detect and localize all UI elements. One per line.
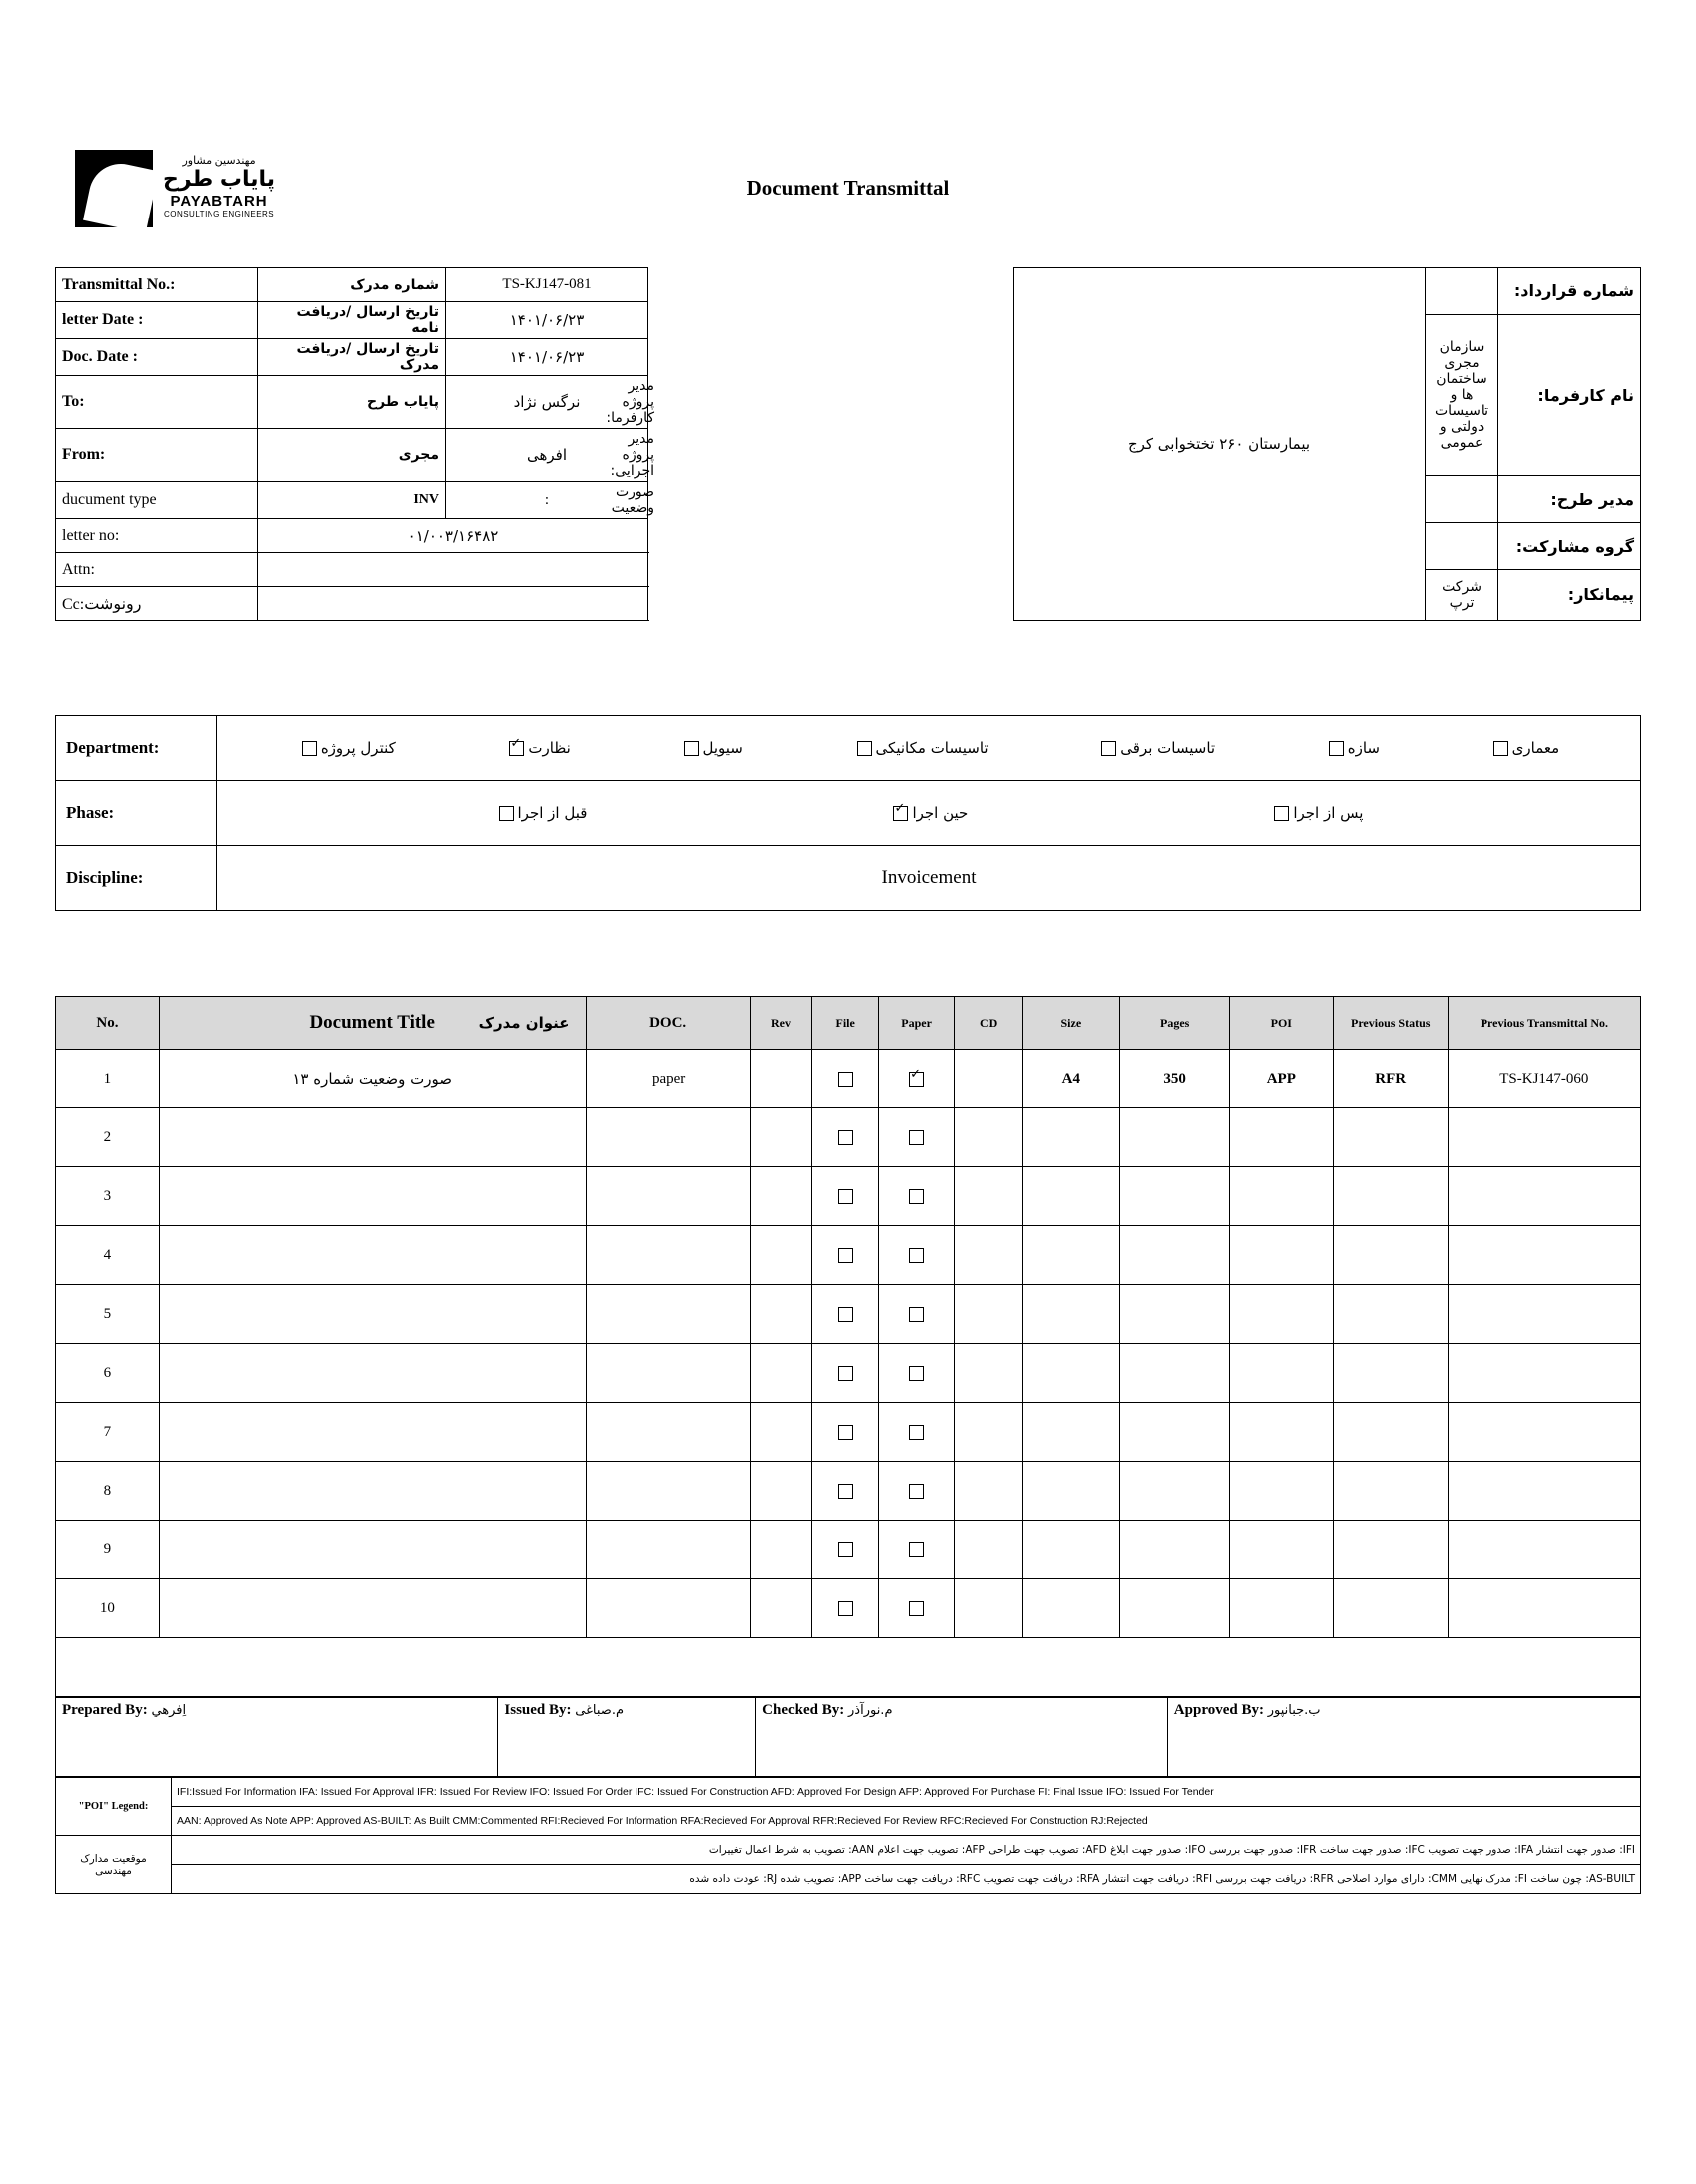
approved-by-label: Approved By: bbox=[1173, 1702, 1264, 1718]
table-row bbox=[56, 1698, 1641, 1777]
row-pages bbox=[1120, 1226, 1229, 1285]
letter-date-value: ۱۴۰۱/۰۶/۲۳ bbox=[446, 302, 648, 339]
phase-options bbox=[217, 781, 1641, 846]
row-no: 3 bbox=[56, 1167, 160, 1226]
legend-en-line-1: IFI:Issued For Information IFA: Issued For Approval IFR: Issued For Review IFO: Issued For Order IFC: Issued For Construction AFD: Approved For Design AFP: Approved For Purchase FI: Final Issue IFO: Issued For Tender bbox=[172, 1778, 1641, 1807]
employer-name-label: نام کارفرما: bbox=[1498, 314, 1641, 475]
row-poi bbox=[1229, 1344, 1333, 1403]
logo-line-1: مهندسین مشاور bbox=[182, 154, 256, 167]
row-no: 7 bbox=[56, 1403, 160, 1462]
header-rev: Rev bbox=[750, 997, 811, 1050]
row-pages bbox=[1120, 1579, 1229, 1638]
right-info-table bbox=[1013, 267, 1641, 621]
row-title bbox=[159, 1462, 586, 1521]
row-previous-status bbox=[1333, 1462, 1448, 1521]
table-row bbox=[56, 1108, 1641, 1167]
row-doc bbox=[586, 1579, 750, 1638]
cc-label: Cc:رونوشت bbox=[56, 587, 258, 621]
row-file bbox=[812, 1344, 879, 1403]
file-checkbox[interactable] bbox=[838, 1366, 853, 1381]
table-row bbox=[56, 1521, 1641, 1579]
phase-checkbox-before[interactable] bbox=[499, 806, 514, 821]
row-previous-transmittal bbox=[1448, 1521, 1640, 1579]
row-doc bbox=[586, 1226, 750, 1285]
checked-by-label: Checked By: bbox=[762, 1702, 845, 1718]
row-paper bbox=[879, 1050, 955, 1108]
row-pages bbox=[1120, 1167, 1229, 1226]
table-row bbox=[56, 1285, 1641, 1344]
row-rev bbox=[750, 1344, 811, 1403]
row-poi bbox=[1229, 1167, 1333, 1226]
row-cd bbox=[955, 1285, 1023, 1344]
file-checkbox[interactable] bbox=[838, 1189, 853, 1204]
row-no: 10 bbox=[56, 1579, 160, 1638]
row-paper bbox=[879, 1226, 955, 1285]
row-previous-transmittal bbox=[1448, 1344, 1640, 1403]
dept-option-label: تاسیسات برقی bbox=[1120, 739, 1216, 757]
row-no: 9 bbox=[56, 1521, 160, 1579]
table-row bbox=[56, 1807, 1641, 1836]
from-person: افرهی bbox=[446, 429, 648, 482]
row-doc bbox=[586, 1344, 750, 1403]
phase-option-after[interactable] bbox=[1270, 804, 1363, 822]
dept-checkbox-civil[interactable] bbox=[684, 741, 699, 756]
employer-name-value: سازمان مجری ساختمان ها و تاسیسات دولتی و عمومی bbox=[1426, 314, 1498, 475]
row-no: 6 bbox=[56, 1344, 160, 1403]
row-file bbox=[812, 1226, 879, 1285]
phase-option-label: حین اجرا bbox=[912, 804, 969, 822]
issued-by-label: Issued By: bbox=[504, 1702, 572, 1718]
legend-en-line-2: AAN: Approved As Note APP: Approved AS-BUILT: As Built CMM:Commented RFI:Recieved For Information RFA:Recieved For Approval RFR:Recieved For Review RFC:Recieved For Construction RJ:Rejected bbox=[172, 1807, 1641, 1836]
row-title: صورت وضعیت شماره ۱۳ bbox=[159, 1050, 586, 1108]
dept-option-label: کنترل پروژه bbox=[320, 739, 396, 757]
row-paper bbox=[879, 1462, 955, 1521]
row-doc bbox=[586, 1285, 750, 1344]
paper-checkbox[interactable] bbox=[909, 1484, 924, 1499]
row-previous-status bbox=[1333, 1521, 1448, 1579]
issued-by-cell bbox=[498, 1698, 756, 1777]
left-info-table bbox=[55, 267, 654, 621]
row-file bbox=[812, 1403, 879, 1462]
dept-option-sazeh[interactable] bbox=[1325, 739, 1380, 757]
notes-row bbox=[56, 1638, 1641, 1697]
plan-manager-label: مدیر طرح: bbox=[1498, 476, 1641, 523]
logo-line-2: پایاب طرح bbox=[163, 167, 276, 192]
paper-checkbox[interactable] bbox=[909, 1189, 924, 1204]
transmittal-no-label: Transmittal No.: bbox=[56, 268, 258, 302]
legend-side-note: موقعیت مدارک مهندسی bbox=[56, 1836, 172, 1894]
attn-label: Attn: bbox=[56, 553, 258, 587]
row-pages bbox=[1120, 1285, 1229, 1344]
header-pages: Pages bbox=[1120, 997, 1229, 1050]
dept-option-label: سازه bbox=[1347, 739, 1380, 757]
project-name: بیمارستان ۲۶۰ تختخوابی کرج bbox=[1014, 268, 1426, 621]
phase-row bbox=[56, 781, 1641, 846]
logo-line-3: PAYABTARH bbox=[170, 193, 268, 211]
file-checkbox[interactable] bbox=[838, 1425, 853, 1440]
paper-checkbox[interactable] bbox=[909, 1248, 924, 1263]
paper-checkbox[interactable] bbox=[909, 1542, 924, 1557]
row-file bbox=[812, 1285, 879, 1344]
transmittal-no-value: TS-KJ147-081 bbox=[446, 268, 648, 302]
row-previous-transmittal bbox=[1448, 1167, 1640, 1226]
row-cd bbox=[955, 1403, 1023, 1462]
phase-checkbox-during[interactable] bbox=[893, 806, 908, 821]
logo-text bbox=[163, 150, 275, 218]
row-previous-transmittal bbox=[1448, 1285, 1640, 1344]
doc-date-value: ۱۴۰۱/۰۶/۲۳ bbox=[446, 339, 648, 376]
row-title bbox=[159, 1226, 586, 1285]
file-checkbox[interactable] bbox=[838, 1307, 853, 1322]
row-cd bbox=[955, 1050, 1023, 1108]
file-checkbox[interactable] bbox=[838, 1484, 853, 1499]
page-title: Document Transmittal bbox=[746, 176, 950, 200]
row-previous-transmittal bbox=[1448, 1462, 1640, 1521]
row-doc bbox=[586, 1403, 750, 1462]
row-doc: paper bbox=[586, 1050, 750, 1108]
row-previous-transmittal bbox=[1448, 1108, 1640, 1167]
row-previous-status bbox=[1333, 1167, 1448, 1226]
letter-date-label-fa: تاریخ ارسال /دریافت نامه bbox=[258, 302, 446, 339]
header-doc: DOC. bbox=[586, 997, 750, 1050]
table-row bbox=[56, 587, 648, 621]
dept-option-memari[interactable] bbox=[1489, 739, 1560, 757]
table-row bbox=[56, 1167, 1641, 1226]
row-file bbox=[812, 1579, 879, 1638]
row-previous-status: RFR bbox=[1333, 1050, 1448, 1108]
dept-checkbox-mechanic[interactable] bbox=[857, 741, 872, 756]
row-title bbox=[159, 1403, 586, 1462]
company-logo bbox=[75, 150, 275, 227]
row-size bbox=[1023, 1579, 1120, 1638]
header-no: No. bbox=[56, 997, 160, 1050]
row-cd bbox=[955, 1579, 1023, 1638]
checked-by-value: م.نورآذر bbox=[848, 1703, 893, 1718]
row-size bbox=[1023, 1108, 1120, 1167]
row-cd bbox=[955, 1521, 1023, 1579]
row-rev bbox=[750, 1521, 811, 1579]
row-doc bbox=[586, 1462, 750, 1521]
row-size bbox=[1023, 1521, 1120, 1579]
row-rev bbox=[750, 1462, 811, 1521]
signature-table bbox=[55, 1697, 1641, 1777]
discipline-value: Invoicement bbox=[217, 846, 1641, 911]
row-rev bbox=[750, 1050, 811, 1108]
row-cd bbox=[955, 1226, 1023, 1285]
row-title bbox=[159, 1167, 586, 1226]
row-cd bbox=[955, 1167, 1023, 1226]
dept-option-label: معماری bbox=[1511, 739, 1560, 757]
row-paper bbox=[879, 1285, 955, 1344]
legend-table bbox=[55, 1777, 1641, 1894]
legend-title: "POI" Legend: bbox=[56, 1778, 172, 1836]
document-type-colon: : bbox=[446, 482, 648, 519]
row-doc bbox=[586, 1108, 750, 1167]
dept-checkbox-memari[interactable] bbox=[1493, 741, 1508, 756]
row-cd bbox=[955, 1108, 1023, 1167]
header-cd: CD bbox=[955, 997, 1023, 1050]
contractor-label: پیمانکار: bbox=[1498, 569, 1641, 620]
row-rev bbox=[750, 1285, 811, 1344]
from-label: From: bbox=[56, 429, 258, 482]
department-row bbox=[56, 716, 1641, 781]
dept-option-civil[interactable] bbox=[680, 739, 743, 757]
phase-option-label: قبل از اجرا bbox=[517, 804, 588, 822]
approved-by-cell bbox=[1167, 1698, 1640, 1777]
row-no: 4 bbox=[56, 1226, 160, 1285]
page-header bbox=[55, 150, 1641, 259]
row-size bbox=[1023, 1403, 1120, 1462]
header-document-title-fa: عنوان مدرک bbox=[478, 1014, 570, 1032]
phase-checkbox-after[interactable] bbox=[1274, 806, 1289, 821]
letter-no-label: letter no: bbox=[56, 519, 258, 553]
paper-checkbox[interactable] bbox=[909, 1425, 924, 1440]
logo-line-4: CONSULTING ENGINEERS bbox=[163, 210, 275, 219]
letter-date-label: letter Date : bbox=[56, 302, 258, 339]
row-file bbox=[812, 1108, 879, 1167]
phase-option-before[interactable] bbox=[495, 804, 588, 822]
header-document-title-en: Document Title bbox=[309, 1012, 435, 1033]
row-file bbox=[812, 1462, 879, 1521]
row-rev bbox=[750, 1403, 811, 1462]
row-title bbox=[159, 1579, 586, 1638]
dept-option-control[interactable] bbox=[298, 739, 396, 757]
row-previous-status bbox=[1333, 1344, 1448, 1403]
row-previous-transmittal: TS-KJ147-060 bbox=[1448, 1050, 1640, 1108]
row-poi bbox=[1229, 1285, 1333, 1344]
row-poi bbox=[1229, 1579, 1333, 1638]
to-party: پایاب طرح bbox=[258, 376, 446, 429]
row-no: 1 bbox=[56, 1050, 160, 1108]
consortium-label: گروه مشارکت: bbox=[1498, 523, 1641, 570]
row-no: 2 bbox=[56, 1108, 160, 1167]
discipline-row bbox=[56, 846, 1641, 911]
table-row bbox=[56, 553, 648, 587]
row-poi bbox=[1229, 1108, 1333, 1167]
table-row bbox=[56, 519, 648, 553]
table-row bbox=[56, 1778, 1641, 1807]
table-row bbox=[56, 1836, 1641, 1865]
row-previous-status bbox=[1333, 1226, 1448, 1285]
row-poi: APP bbox=[1229, 1050, 1333, 1108]
document-type-label: ducument type bbox=[56, 482, 258, 519]
table-row bbox=[56, 1344, 1641, 1403]
document-type-value: INV bbox=[258, 482, 446, 519]
paper-checkbox[interactable] bbox=[909, 1366, 924, 1381]
file-checkbox[interactable] bbox=[838, 1542, 853, 1557]
row-previous-status bbox=[1333, 1579, 1448, 1638]
row-pages: 350 bbox=[1120, 1050, 1229, 1108]
contractor-value: شرکت ترپ bbox=[1426, 569, 1498, 620]
row-doc bbox=[586, 1521, 750, 1579]
header-file: File bbox=[812, 997, 879, 1050]
row-size bbox=[1023, 1462, 1120, 1521]
department-label: Department: bbox=[56, 716, 217, 781]
table-row bbox=[56, 1403, 1641, 1462]
dept-checkbox-sazeh[interactable] bbox=[1329, 741, 1344, 756]
table-row bbox=[56, 302, 648, 339]
table-row bbox=[56, 268, 648, 302]
file-checkbox[interactable] bbox=[838, 1072, 853, 1087]
row-pages bbox=[1120, 1462, 1229, 1521]
row-previous-status bbox=[1333, 1108, 1448, 1167]
prepared-by-value: اِفرهي bbox=[151, 1703, 187, 1718]
prepared-by-cell bbox=[56, 1698, 498, 1777]
documents-header-row bbox=[56, 997, 1641, 1050]
phase-option-during[interactable] bbox=[889, 804, 968, 822]
approved-by-value: ب.جبانپور bbox=[1267, 1703, 1321, 1718]
row-no: 5 bbox=[56, 1285, 160, 1344]
from-party: مجری bbox=[258, 429, 446, 482]
row-file bbox=[812, 1521, 879, 1579]
documents-table bbox=[55, 996, 1641, 1697]
row-rev bbox=[750, 1167, 811, 1226]
row-size bbox=[1023, 1285, 1120, 1344]
paper-checkbox[interactable] bbox=[909, 1601, 924, 1616]
row-pages bbox=[1120, 1521, 1229, 1579]
row-no: 8 bbox=[56, 1462, 160, 1521]
letter-no-value: ۰۱/۰۰۳/۱۶۴۸۲ bbox=[258, 519, 648, 553]
checked-by-cell bbox=[756, 1698, 1168, 1777]
prepared-by-label: Prepared By: bbox=[62, 1702, 148, 1718]
row-size bbox=[1023, 1344, 1120, 1403]
contract-no-blank bbox=[1426, 268, 1498, 315]
dept-option-barghi[interactable] bbox=[1097, 739, 1215, 757]
plan-manager-value bbox=[1426, 476, 1498, 523]
table-row bbox=[56, 339, 648, 376]
dept-checkbox-nezarat[interactable] bbox=[509, 741, 524, 756]
cc-value bbox=[258, 587, 648, 621]
row-paper bbox=[879, 1108, 955, 1167]
file-checkbox[interactable] bbox=[838, 1130, 853, 1145]
row-pages bbox=[1120, 1403, 1229, 1462]
dept-option-label: نظارت bbox=[528, 739, 571, 757]
legend-fa-line-2: AS-BUILT: چون ساخت FI: مدرک نهایی CMM: دارای موارد اصلاحی RFR: دریافت جهت بررسی RFI: دریافت جهت انتشار RFA: دریافت جهت تصویب RFC: دریافت جهت ساخت APP: تصویب شده RJ: عودت داده شده bbox=[172, 1865, 1641, 1894]
row-paper bbox=[879, 1579, 955, 1638]
dept-option-mechanic[interactable] bbox=[853, 739, 989, 757]
table-row bbox=[1014, 268, 1641, 315]
row-pages bbox=[1120, 1344, 1229, 1403]
row-cd bbox=[955, 1462, 1023, 1521]
row-paper bbox=[879, 1521, 955, 1579]
row-poi bbox=[1229, 1462, 1333, 1521]
row-title bbox=[159, 1344, 586, 1403]
row-rev bbox=[750, 1226, 811, 1285]
row-title bbox=[159, 1285, 586, 1344]
table-row bbox=[56, 1226, 1641, 1285]
phase-label: Phase: bbox=[56, 781, 217, 846]
row-cd bbox=[955, 1344, 1023, 1403]
row-file bbox=[812, 1050, 879, 1108]
paper-checkbox[interactable] bbox=[909, 1307, 924, 1322]
transmittal-no-label-fa: شماره مدرک bbox=[258, 268, 446, 302]
table-row bbox=[56, 1462, 1641, 1521]
dept-option-label: تاسیسات مکانیکی bbox=[875, 739, 989, 757]
doc-date-label-fa: تاریخ ارسال /دریافت مدرک bbox=[258, 339, 446, 376]
header-document-title bbox=[159, 997, 586, 1050]
row-previous-transmittal bbox=[1448, 1226, 1640, 1285]
logo-mark-icon bbox=[75, 150, 153, 227]
row-previous-transmittal bbox=[1448, 1403, 1640, 1462]
top-info-block bbox=[55, 267, 1641, 621]
table-row: From: مجری افرهی مدیر پروژه اجرایی: bbox=[56, 429, 648, 482]
to-label: To: bbox=[56, 376, 258, 429]
legend-fa-line-1: IFI: صدور جهت انتشار IFA: صدور جهت تصویب IFC: صدور جهت ساخت IFR: صدور جهت بررسی IFO: صدور جهت ابلاغ AFD: تصویب جهت طراحی AFP: تصویب جهت اعلام AAN: تصویب به شرط اعمال تغییرات bbox=[172, 1836, 1641, 1865]
row-poi bbox=[1229, 1226, 1333, 1285]
row-paper bbox=[879, 1344, 955, 1403]
table-row: ducument type INV : صورت وضعیت bbox=[56, 482, 648, 519]
file-checkbox[interactable] bbox=[838, 1601, 853, 1616]
dept-checkbox-control[interactable] bbox=[302, 741, 317, 756]
row-previous-status bbox=[1333, 1285, 1448, 1344]
row-paper bbox=[879, 1403, 955, 1462]
row-pages bbox=[1120, 1108, 1229, 1167]
to-person: نرگس نژاد bbox=[446, 376, 648, 429]
row-file bbox=[812, 1167, 879, 1226]
paper-checkbox[interactable] bbox=[909, 1072, 924, 1087]
notes-area bbox=[56, 1638, 1641, 1697]
row-previous-transmittal bbox=[1448, 1579, 1640, 1638]
row-size: A4 bbox=[1023, 1050, 1120, 1108]
header-paper: Paper bbox=[879, 997, 955, 1050]
row-doc bbox=[586, 1167, 750, 1226]
header-previous-transmittal: Previous Transmittal No. bbox=[1448, 997, 1640, 1050]
table-row bbox=[56, 1865, 1641, 1894]
paper-checkbox[interactable] bbox=[909, 1130, 924, 1145]
row-title bbox=[159, 1108, 586, 1167]
dept-option-label: سیویل bbox=[702, 739, 743, 757]
consortium-value bbox=[1426, 523, 1498, 570]
row-poi bbox=[1229, 1521, 1333, 1579]
table-row bbox=[56, 1579, 1641, 1638]
classification-table bbox=[55, 715, 1641, 911]
discipline-label: Discipline: bbox=[56, 846, 217, 911]
row-title bbox=[159, 1521, 586, 1579]
header-size: Size bbox=[1023, 997, 1120, 1050]
row-rev bbox=[750, 1579, 811, 1638]
dept-option-nezarat[interactable] bbox=[505, 739, 570, 757]
row-size bbox=[1023, 1167, 1120, 1226]
header-poi: POI bbox=[1229, 997, 1333, 1050]
header-previous-status: Previous Status bbox=[1333, 997, 1448, 1050]
contract-no-label: شماره قرارداد: bbox=[1498, 268, 1641, 315]
table-row bbox=[56, 1050, 1641, 1108]
attn-value bbox=[258, 553, 648, 587]
row-size bbox=[1023, 1226, 1120, 1285]
dept-checkbox-barghi[interactable] bbox=[1101, 741, 1116, 756]
row-poi bbox=[1229, 1403, 1333, 1462]
file-checkbox[interactable] bbox=[838, 1248, 853, 1263]
department-options bbox=[217, 716, 1641, 781]
phase-option-label: پس از اجرا bbox=[1293, 804, 1364, 822]
doc-date-label: Doc. Date : bbox=[56, 339, 258, 376]
issued-by-value: م.صباغی bbox=[575, 1703, 625, 1718]
row-paper bbox=[879, 1167, 955, 1226]
row-rev bbox=[750, 1108, 811, 1167]
row-previous-status bbox=[1333, 1403, 1448, 1462]
table-row: To: پایاب طرح نرگس نژاد مدیر پروژه کارفرما: bbox=[56, 376, 648, 429]
